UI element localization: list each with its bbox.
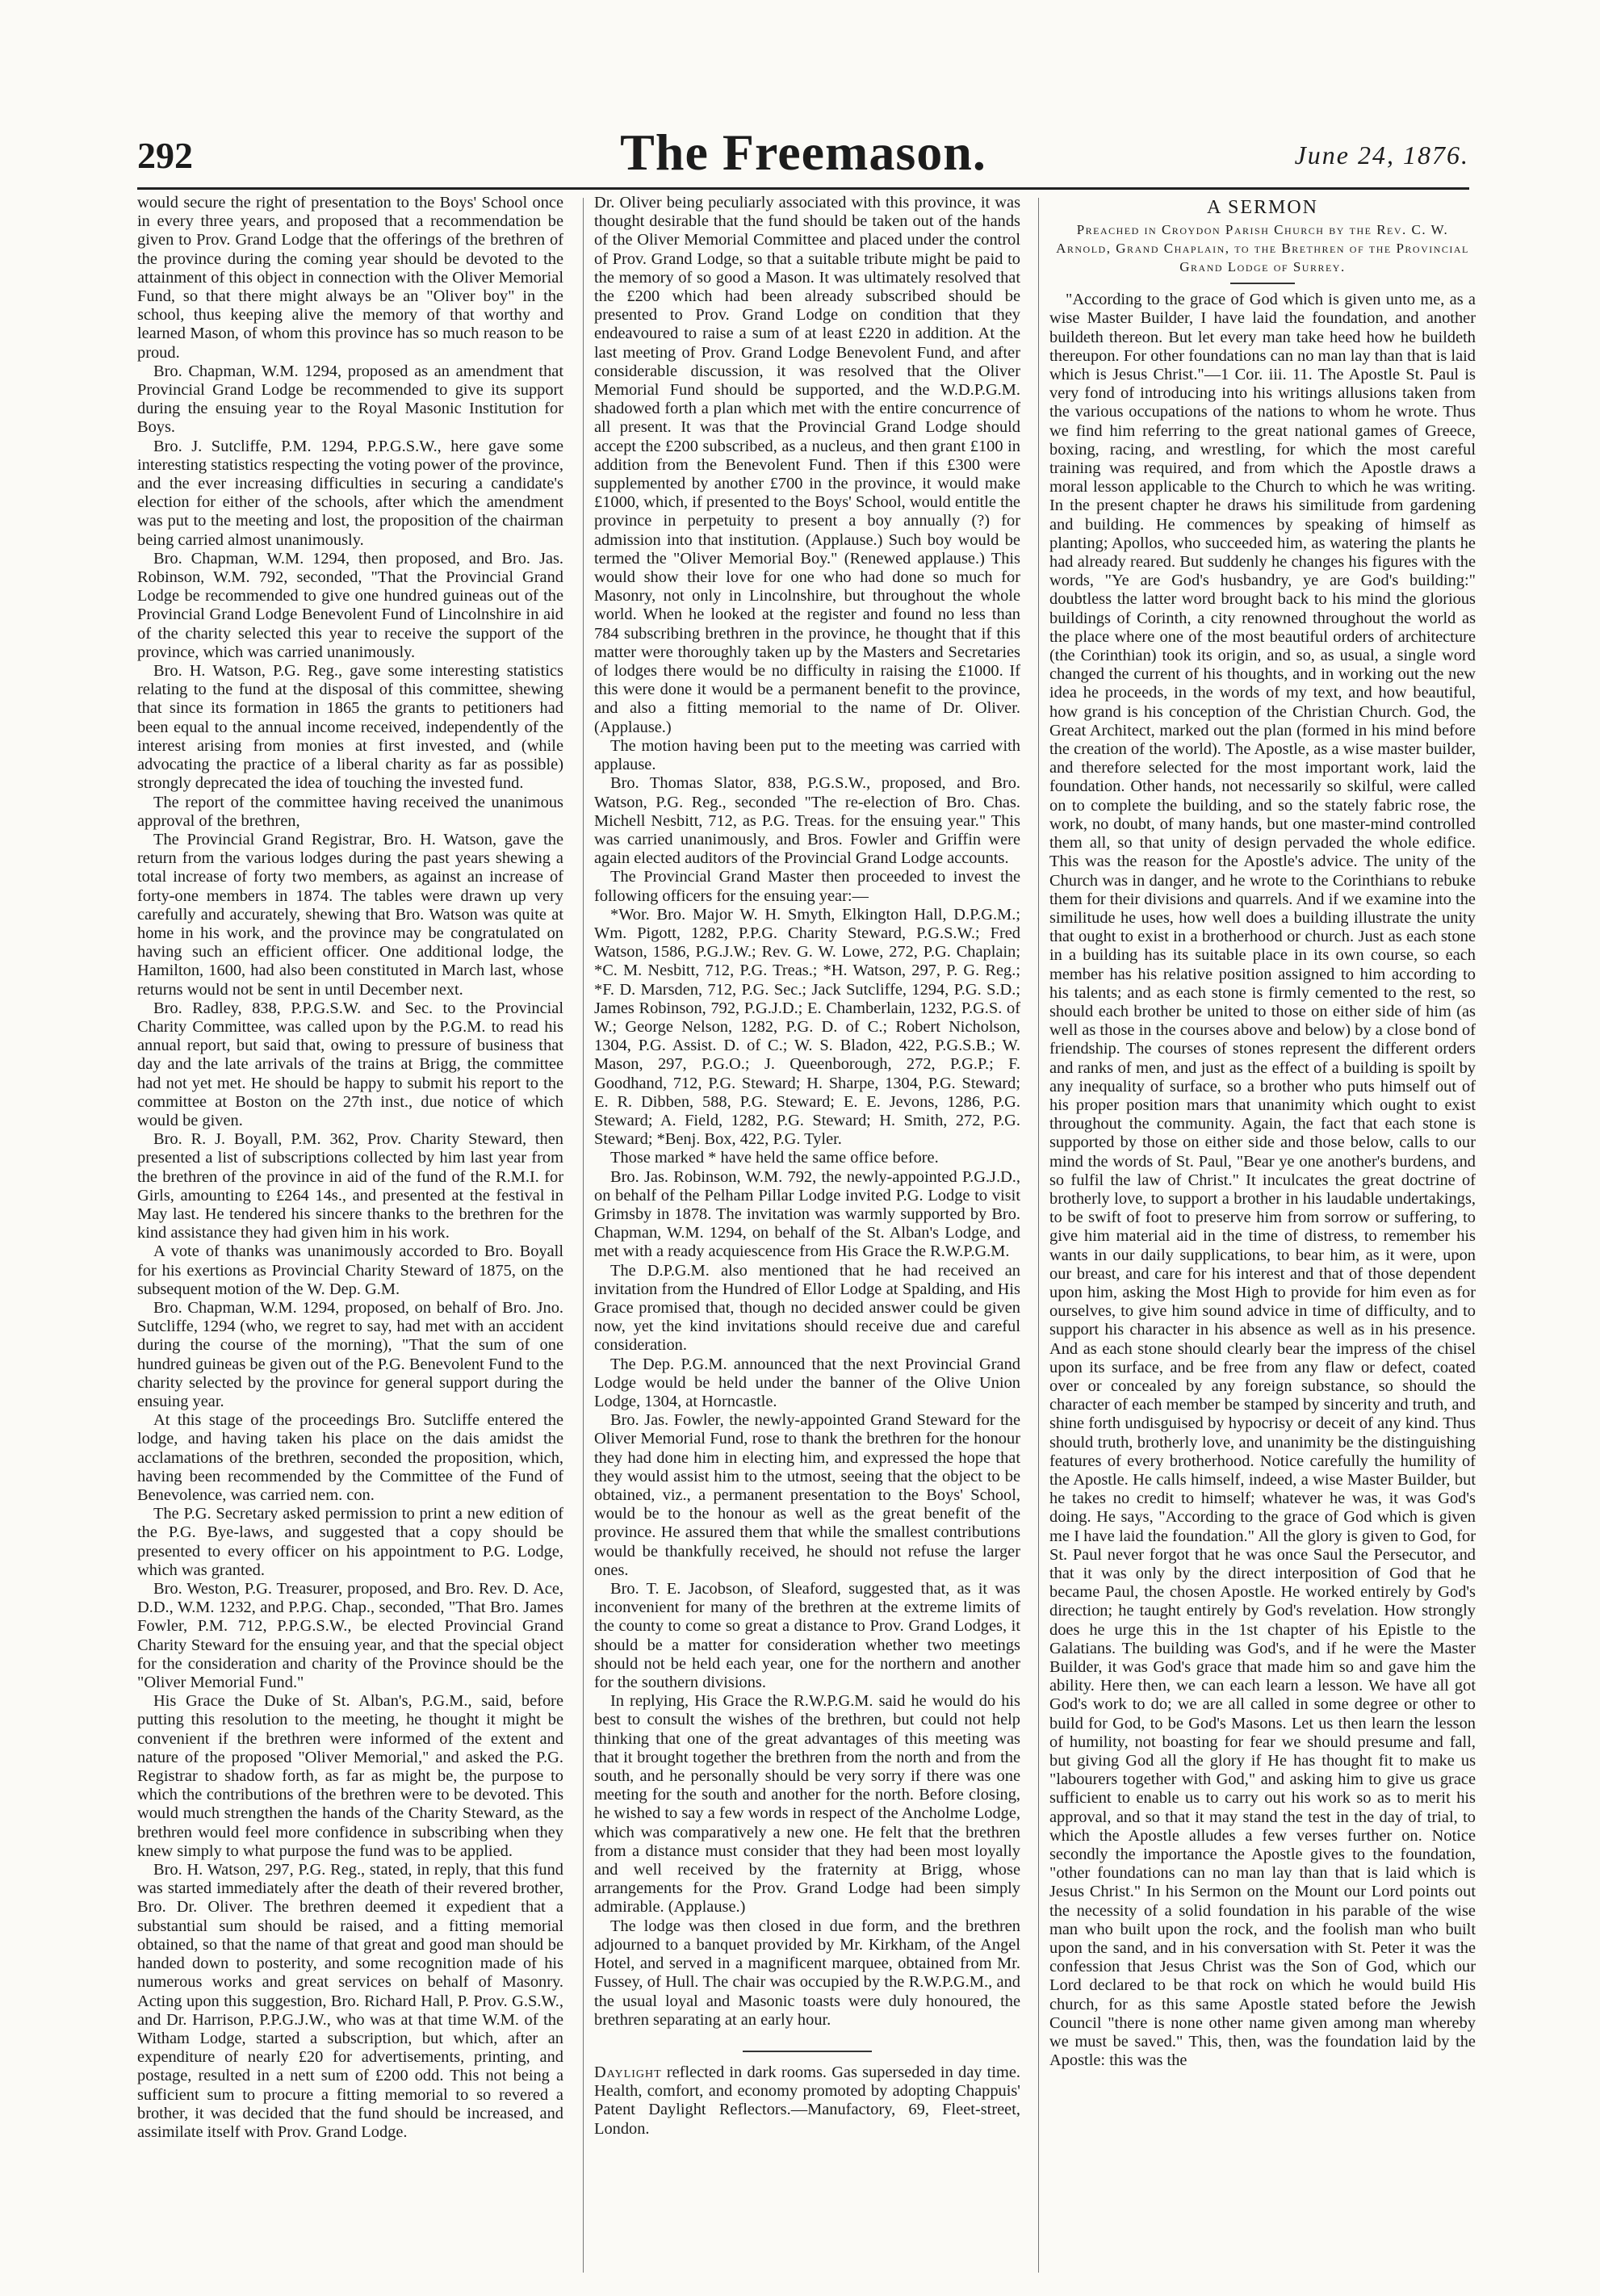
paragraph: Bro. Chapman, W.M. 1294, proposed as an amendment that Provincial Grand Lodge be recommended to give its support during the ensuing year to the Royal Masonic Institution for Boys. — [137, 362, 563, 437]
paragraph: Bro. Radley, 838, P.P.G.S.W. and Sec. to the Provincial Charity Committee, was called upon by the P.G.M. to read his annual report, but said that, owing to pressure of business that day and the late arrivals of the trains at Brigg, the committee had not yet met. He should be happy to submit his report to the committee at Boston on the 27th inst., due notice of which would be given. — [137, 999, 563, 1129]
column-divider — [1038, 198, 1039, 2273]
paragraph: The P.G. Secretary asked permission to print a new edition of the P.G. Bye-laws, and suggested that a copy should be presented to every officer on his appointment to P.G. Lodge, which was granted. — [137, 1505, 563, 1579]
paragraph: The lodge was then closed in due form, and the brethren adjourned to a banquet provided by Mr. Kirkham, of the Angel Hotel, and served in a magnificent marquee, obtained from Mr. Fussey, of Hull. The chair was occupied by the R.W.P.G.M., and the usual loyal and Masonic toasts were duly honoured, the brethren separating at an early hour. — [594, 1917, 1020, 2029]
header-rule — [137, 187, 1469, 190]
issue-date: June 24, 1876. — [1294, 140, 1469, 170]
advertisement-lead: Daylight — [594, 2063, 662, 2081]
paragraph: The Dep. P.G.M. announced that the next Provincial Grand Lodge would be held under the banner of the Olive Union Lodge, 1304, at Horncastle. — [594, 1355, 1020, 1410]
paragraph: In replying, His Grace the R.W.P.G.M. said he would do his best to consult the wishes of the brethren, but could not help thinking that one of the great advantages of this meeting was that it brought together the brethren from the north and from the south, and he personally should be very sorry if there was one meeting for the south and another for the north. Before closing, he wished to say a few words in respect of the Ancholme Lodge, which was comparatively a new one. He felt that the brethren from a distance must consider that they had been most loyally and well received by the fraternity at Brigg, whose arrangements for the Prov. Grand Lodge had been simply admirable. (Applause.) — [594, 1692, 1020, 1917]
paragraph: Bro. H. Watson, P.G. Reg., gave some interesting statistics relating to the fund at the disposal of this committee, shewing that since its formation in 1865 the grants to petitioners had been equal to the annual income received, independently of the interest arising from monies at first invested, and (while advocating the practice of a liberal charity as far as possible) strongly deprecated the idea of touching the invested fund. — [137, 662, 563, 793]
paragraph: The D.P.G.M. also mentioned that he had received an invitation from the Hundred of Ellor Lodge at Spalding, and His Grace promised that, though no decided answer could be given now, yet the kind invitations should receive due and careful consideration. — [594, 1261, 1020, 1355]
paragraph: The report of the committee having received the unanimous approval of the brethren, — [137, 793, 563, 830]
paragraph: Bro. Jas. Robinson, W.M. 792, the newly-appointed P.G.J.D., on behalf of the Pelham Pillar Lodge invited P.G. Lodge to visit Grimsby in 1878. The invitation was warmly supported by Bro. Chapman, W.M. 1294, on behalf of the St. Alban's Lodge, and met with a ready acquiescence from His Grace the R.W.P.G.M. — [594, 1167, 1020, 1261]
column-2 — [594, 194, 1020, 2285]
paragraph: Bro. Thomas Slator, 838, P.G.S.W., proposed, and Bro. Watson, P.G. Reg., seconded "The re-election of Bro. Chas. Michell Nesbitt, 712, as P.G. Treas. for the ensuing year." This was carried unanimously, and Bros. Fowler and Griffin were again elected auditors of the Provincial Grand Lodge accounts. — [594, 774, 1020, 868]
section-rule — [743, 2051, 872, 2052]
paragraph: Those marked * have held the same office before. — [610, 1149, 939, 1167]
heading-rule — [1230, 283, 1295, 284]
sermon-text: "According to the grace of God which is given unto me, as a wise Master Builder, I have laid the foundation, and another buildeth thereon. But let every man take heed how he buildeth thereupon. For other foundations can no man lay than that is laid which is Jesus Christ."—1 Cor. iii. 11. The Apostle St. Paul is very fond of introducing into his writings allusions taken from the various occupations of the nations to whom he wrote. Thus we find him referring to the great national games of Greece, boxing, racing, and wrestling, for which the most careful training was required, and from which the Apostle draws a moral lesson applicable to the Church to which he was writing. In the present chapter he draws his similitude from gardening and building. He commences by speaking of himself as planting; Apollos, who succeeded him, as watering the plants he had already reared. But suddenly he changes his figures with the words, "Ye are God's husbandry, ye are God's building:" doubtless the latter word brought back to his mind the glorious buildings of Corinth, a city renowned throughout the world as the place where one of the most beautiful orders of architecture (the Corinthian) took its origin, and so, as usual, a single word changed the current of his thoughts, and in working out the new idea he proceeds, in the words of my text, and how beautiful, how grand is his conception of the Christian Church. God, the Great Architect, marked out the plan (formed in his mind before the creation of the world). The Apostle, as a wise master builder, and therefore selected for the most important work, laid the foundation. Other hands, not necessarily so skilful, were called on to complete the building, and so the stately fabric rose, the work, no doubt, of many hands, but one master-mind controlled them all, so that unity of design pervaded the whole edifice. This was the reason for the Apostle's advice. The unity of the Church was in danger, and he wrote to the Corinthians to rebuke them for their divisions and quarrels. And if we examine into the similitude he uses, how well does a building illustrate the unity that ought to exist in a brotherhood or church. Just as each stone in a building has its suitable place in its own course, so each member has his relative position assigned to him according to his talents; and as each stone is firmly cemented to the rest, so should each brother be united to those on either side of him (as well as those in the courses above and below) by a close bond of friendship. The courses of stones represent the different orders and ranks of men, and just as the effect of a building is spoilt by any inequality of surface, so a brother who puts himself out of his proper position mars that unanimity which ought to exist throughout the community. Again, the fact that each stone is supported by those on either side and those below, calls to our mind the words of St. Paul, "Bear ye one another's burdens, and so fulfil the law of Christ." It inculcates the great doctrine of brotherly love, to support a brother in his laudable undertakings, to be swift of foot to preserve him from sorrow or suffering, to give him material aid in the time of distress, to remember his wants in our daily supplications, to bear him, as it were, upon our breast, and care for his interest and that of those dependent upon him, asking the Most High to provide for him even as for ourselves, to give him sound advice in time of difficulty, and to support his character in his absence as well as in his presence. And as each stone should clearly bear the impress of the chisel upon its surface, and be free from any flaw or defect, coated over or concealed by any foreign substance, so should the character of each member be stamped by sincerity and truth, and shine forth undisguised by hypocrisy or deceit of any kind. Thus should truth, brotherly love, and unanimity be the distinguishing features of every brotherhood. Notice carefully the humility of the Apostle. He calls himself, indeed, a wise Master Builder, but he takes no credit to himself; whatever he was, it was God's doing. He says, "According to the grace of God which is given me I have laid the foundation." All the glory is given to God, for St. Paul never forgot that he was once Saul the Persecutor, and that it was only by the direct interposition of God that he became Paul, the chosen Apostle. He worked entirely by God's direction; he taught entirely by God's revelation. How strongly does he urge this in the 1st chapter of his Epistle to the Galatians. The building was God's, and if he were the Master Builder, it was God's grace that made him so and gave him the ability. Here then, we can each learn a lesson. We have all got God's work to do; we are all called in some degree or other to build for God, to be God's Masons. Let us then learn the lesson of humility, not boasting for fear we should presume and fall, but giving God all the glory if He has thought fit to make us "labourers together with God," and asking him to give us grace sufficient to enable us to carry out his work so as to merit his approval, and so that it may stand the test in the day of trial, to which the Apostle alludes a few verses further on. Notice secondly the importance the Apostle gives to the foundation, "other foundations can no man lay than that is laid which is Jesus Christ." In his Sermon on the Mount our Lord points out the necessity of a solid foundation in his parable of the wise man who built upon the rock, and the foolish man who built upon the sand, and in his conversation with St. Peter it was the confession that Jesus Christ was the Son of God, which our Lord declared to be that rock on which he would build His church, for as this same Apostle stated before the Jewish Council "there is none other name given among man whereby we must be saved." This, then, was the foundation laid by the Apostle: this was the — [1049, 291, 1476, 2070]
sermon-heading: A SERMON — [1206, 197, 1319, 218]
paragraph: Bro. Weston, P.G. Treasurer, proposed, and Bro. Rev. D. Ace, D.D., W.M. 1232, and P.P.G. Chap., seconded, "That Bro. James Fowler, P.M. 712, P.P.G.S.W., be elected Provincial Grand Charity Steward for the ensuing year, and that the special object for the consideration and charity of the Province should be the "Oliver Memorial Fund." — [137, 1580, 563, 1692]
paragraph: Bro. R. J. Boyall, P.M. 362, Prov. Charity Steward, then presented a list of subscriptions collected by him last year from the brethren of the province in aid of the fund of the R.M.I. for Girls, amounting to £264 14s., and presented at the festival in May last. He tendered his sincere thanks to the brethren for the kind assistance they had given him in his work. — [137, 1130, 563, 1242]
paragraph: His Grace the Duke of St. Alban's, P.G.M., said, before putting this resolution to the meeting, he thought it might be convenient if the brethren were informed of the extent and nature of the proposed "Oliver Memorial," and asked the P.G. Registrar to shadow forth, as far as might be, the purpose to which the contributions of the brethren were to be devoted. This would much strengthen the hands of the Charity Steward, as the brethren would feel more confidence in subscribing when they knew simply to what purpose the fund was to be applied. — [137, 1692, 563, 1860]
newspaper-title: The Freemason. — [620, 124, 986, 181]
paragraph: The Provincial Grand Master then proceeded to invest the following officers for the ensuing year:— — [594, 868, 1020, 905]
column-1 — [137, 194, 563, 2285]
paragraph: The Provincial Grand Registrar, Bro. H. Watson, gave the return from the various lodges during the past years shewing a total increase of forty two members, as against an increase of forty-one members in 1874. The tables were drawn up very carefully and accurately, shewing that Bro. Watson was quite at home in his work, and the province may be congratulated on having such an efficient officer. One additional lodge, the Hamilton, 1600, had also been constituted in March last, whose returns would not be sent in until December next. — [137, 830, 563, 999]
paragraph: Bro. Chapman, W.M. 1294, proposed, on behalf of Bro. Jno. Sutcliffe, 1294 (who, we regret to say, had met with an accident during the course of the morning), "That the sum of one hundred guineas be given out of the P.G. Benevolent Fund to the charity selected by the province for general support during the ensuing year. — [137, 1298, 563, 1410]
advertisement — [594, 2063, 1020, 2139]
masthead — [137, 123, 1469, 187]
paragraph: would secure the right of presentation to the Boys' School once in every three years, and proposed that a recommendation be given to Prov. Grand Lodge that the offerings of the brethren of the province during the coming year should be devoted to the attainment of this object in connection with the Oliver Memorial Fund, so that there might always be an "Oliver boy" in the school, thus keeping alive the memory of that worthy and learned Mason, of whom this province has so much reason to be proud. — [137, 194, 563, 362]
paragraph: At this stage of the proceedings Bro. Sutcliffe entered the lodge, and having taken his place on the dais amidst the acclamations of the brethren, seconded the proposition, which, having been recommended by the Committee of the Fund of Benevolence, was carried nem. con. — [137, 1411, 563, 1505]
paragraph: Bro. Jas. Fowler, the newly-appointed Grand Steward for the Oliver Memorial Fund, rose to thank the brethren for the honour they had done him in electing him, and expressed the hope that they would assist him to the utmost, seeing that the object to be obtained, viz., a permanent presentation to the Boys' School, would be to the honour as well as the great benefit of the province. He assured them that while the smallest contributions would be thankfully received, he should not refuse the larger ones. — [594, 1411, 1020, 1579]
paragraph: The motion having been put to the meeting was carried with applause. — [594, 736, 1020, 774]
paragraph: Dr. Oliver being peculiarly associated with this province, it was thought desirable that the fund should be taken out of the hands of the Oliver Memorial Committee and placed under the control of Prov. Grand Lodge, so that a suitable tribute might be paid to the memory of so good a Mason. It was ultimately resolved that the £200 which had been already subscribed should be presented to Prov. Grand Lodge on condition that they endeavoured to raise a sum of at least £220 in addition. At the last meeting of Prov. Grand Lodge Benevolent Fund, and after considerable discussion, it was resolved that the Oliver Memorial Fund should be supported, and the W.D.P.G.M. shadowed forth a plan which met with the entire concurrence of all present. It was that the Provincial Grand Lodge should accept the £200 subscribed, as a nucleus, and then grant £100 in addition from the Benevolent Fund. Then if this £300 were supplemented by another £700 in the province, it would make £1000, which, if presented to the Boys' School, would entitle the province in perpetuity to present a boy annually (?) for admission into that institution. (Applause.) Such boy would be termed the "Oliver Memorial Boy." (Renewed applause.) This would show their love for one who had done so much for Masonry, not only in Lincolnshire, but throughout the whole world. When he looked at the register and found no less than 784 subscribing brethren in the province, he thought that if this matter were thoroughly taken up by the Masters and Secretaries of lodges there would be no difficulty in raising the £1000. If this were done it would be a permanent benefit to the province, and also a fitting memorial to the name of Dr. Oliver. (Applause.) — [594, 194, 1020, 736]
sermon-subheading: Preached in Croydon Parish Church by the Rev. C. W. Arnold, Grand Chaplain, to the Brethren of the Provincial Grand Lodge of Surrey. — [1056, 222, 1469, 275]
page-number: 292 — [137, 135, 193, 176]
column-3 — [1049, 194, 1476, 2285]
paragraph: Bro. T. E. Jacobson, of Sleaford, suggested that, as it was inconvenient for many of the brethren at the extreme limits of the county to come so great a distance to Prov. Grand Lodges, it should be a matter for consideration whether two meetings should not be held each year, one for the northern and another for the southern divisions. — [594, 1580, 1020, 1692]
paragraph: Bro. H. Watson, 297, P.G. Reg., stated, in reply, that this fund was started immediately after the death of their revered brother, Bro. Dr. Oliver. The brethren deemed it expedient that a substantial sum should be raised, and a fitting memorial obtained, so that the name of that great and good man should be handed down to posterity, and some recognition made of his numerous works and great services on behalf of Masonry. Acting upon this suggestion, Bro. Richard Hall, P. Prov. G.S.W., and Dr. Harrison, P.P.G.J.W., who was at that time W.M. of the Witham Lodge, started a subscription, but which, after an expenditure of nearly £20 for advertisements, printing, and postage, resulted in a nett sum of £200 odd. This not being a sufficient sum to procure a fitting memorial to so revered a brother, it was decided that the fund should be increased, and assimilate itself with Prov. Grand Lodge. — [137, 1861, 563, 2141]
column-divider — [583, 198, 584, 2273]
paragraph: A vote of thanks was unanimously accorded to Bro. Boyall for his exertions as Provincial Charity Steward of 1875, on the subsequent motion of the W. Dep. G.M. — [137, 1242, 563, 1298]
advertisement-text: reflected in dark rooms. Gas superseded in day time. Health, comfort, and economy promoted by adopting Chappuis' Patent Daylight Reflectors.—Manufactory, 69, Fleet-street, London. — [594, 2063, 1020, 2138]
paragraph: Bro. Chapman, W.M. 1294, then proposed, and Bro. Jas. Robinson, W.M. 792, seconded, "That the Provincial Grand Lodge be recommended to give one hundred guineas out of the Provincial Grand Lodge Benevolent Fund of Lincolnshire in aid of the charity selected this year to receive the support of the province, which was carried unanimously. — [137, 549, 563, 661]
officer-list: *Wor. Bro. Major W. H. Smyth, Elkington Hall, D.P.G.M.; Wm. Pigott, 1282, P.P.G. Charity Steward, P.G.S.W.; Fred Watson, 1586, P.G.J.W.; Rev. G. W. Lowe, 272, P.G. Chaplain; *C. M. Nesbitt, 712, P.G. Treas.; *H. Watson, 297, P. G. Reg.; *F. D. Marsden, 712, P.G. Sec.; Jack Sutcliffe, 1294, P.G. S.D.; James Robinson, 792, P.G.J.D.; E. Chamberlain, 1232, P.G.S. of W.; George Nelson, 1282, P.G. D. of C.; Robert Nicholson, 1304, P.G. Assist. D. of C.; W. S. Bladon, 422, P.G.S.B.; W. Mason, 297, P.G.O.; J. Queenborough, 272, P.G.P.; F. Goodhand, 712, P.G. Steward; H. Sharpe, 1304, P.G. Steward; E. R. Dibben, 588, P.G. Steward; E. E. Jevons, 1286, P.G. Steward; A. Field, 1282, P.G. Steward; H. Smith, 272, P.G. Steward; *Benj. Box, 422, P.G. Tyler. — [594, 905, 1020, 1149]
paragraph: Bro. J. Sutcliffe, P.M. 1294, P.P.G.S.W., here gave some interesting statistics respecting the voting power of the province, and the ever increasing difficulties in securing a candidate's election for either of the schools, after which the amendment was put to the meeting and lost, the proposition of the chairman being carried almost unanimously. — [137, 437, 563, 549]
